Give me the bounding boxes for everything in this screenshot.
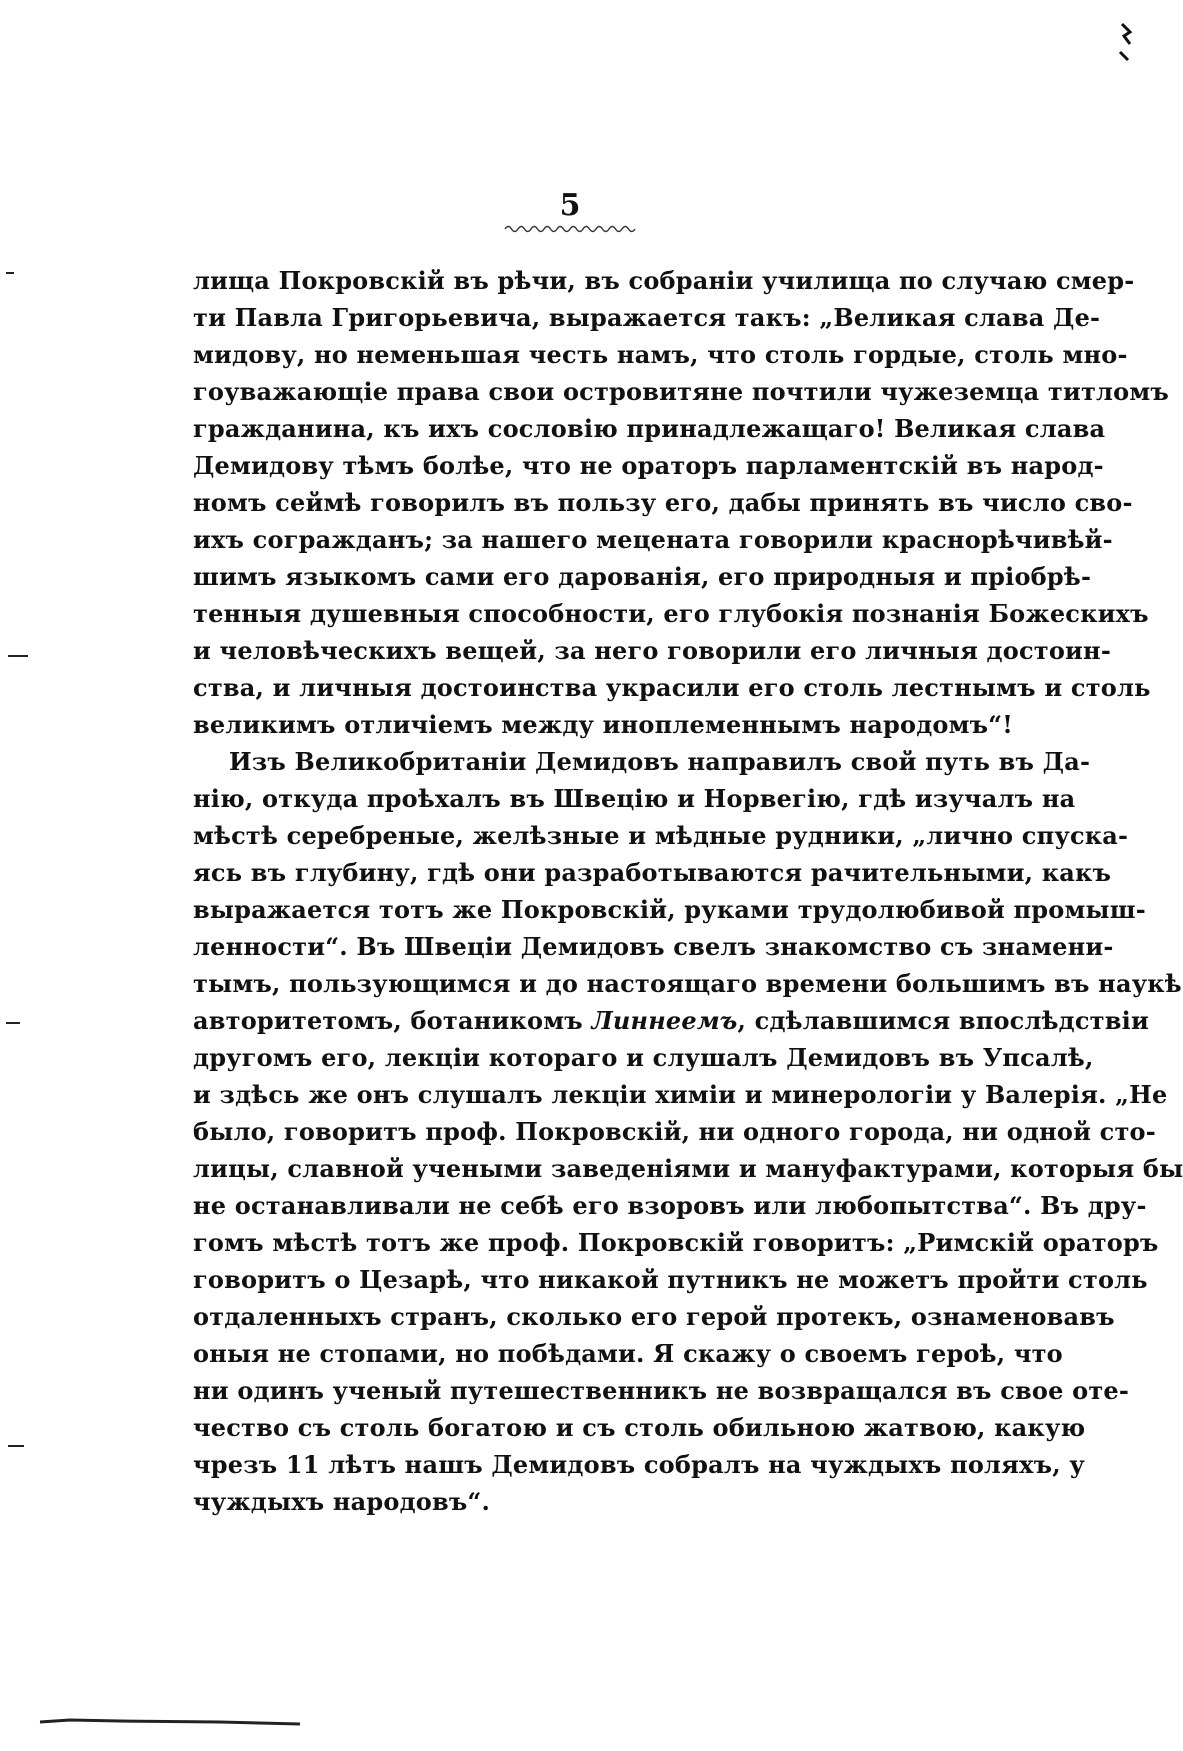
- text-line: и здѣсь же онъ слушалъ лекціи химіи и минерологіи у Валерія. „Не: [193, 1080, 1168, 1109]
- text-line: другомъ его, лекціи котораго и слушалъ Демидовъ въ Упсалѣ,: [193, 1043, 1094, 1072]
- text-segment: , сдѣлавшимся впослѣдствіи: [737, 1006, 1149, 1035]
- text-line: лища Покровскій въ рѣчи, въ собраніи училища по случаю смер-: [193, 266, 1135, 295]
- left-margin-mark: [8, 655, 28, 657]
- text-line: и человѣческихъ вещей, за него говорили его личныя достоин-: [193, 636, 1111, 665]
- text-line: мѣстѣ серебреные, желѣзные и мѣдные рудники, „лично спуска-: [193, 821, 1129, 850]
- text-line: говоритъ о Цезарѣ, что никакой путникъ не можетъ пройти столь: [193, 1265, 1148, 1294]
- text-line: ства, и личныя достоинства украсили его столь лестнымъ и столь: [193, 673, 1151, 702]
- body-text: [193, 262, 1183, 1520]
- left-margin-mark: [6, 1022, 20, 1024]
- bottom-scan-rule: [40, 1716, 300, 1726]
- text-line: ни одинъ ученый путешественникъ не возвращался въ свое оте-: [193, 1376, 1130, 1405]
- text-line: номъ сеймѣ говорилъ въ пользу его, дабы принять въ число сво-: [193, 488, 1133, 517]
- text-line: чрезъ 11 лѣтъ нашъ Демидовъ собралъ на чуждыхъ поляхъ, у: [193, 1450, 1085, 1479]
- text-line: мидову, но неменьшая честь намъ, что столь гордые, столь мно-: [193, 340, 1128, 369]
- left-margin-mark: [6, 272, 14, 274]
- text-line: Демидову тѣмъ болѣе, что не ораторъ парламентскій въ народ-: [193, 451, 1104, 480]
- page-number: 5: [559, 188, 581, 223]
- text-line: тенныя душевныя способности, его глубокія познанія Божескихъ: [193, 599, 1149, 628]
- text-line: ти Павла Григорьевича, выражается такъ: „Великая слава Де-: [193, 303, 1101, 332]
- text-line: выражается тотъ же Покровскій, руками трудолюбивой промыш-: [193, 895, 1146, 924]
- text-line: отдаленныхъ странъ, сколько его герой протекъ, ознаменовавъ: [193, 1302, 1115, 1331]
- text-line: лицы, славной учеными заведеніями и мануфактурами, которыя бы: [193, 1154, 1183, 1183]
- text-line: великимъ отличіемъ между иноплеменнымъ народомъ“!: [193, 710, 1014, 739]
- text-segment: авторитетомъ, ботаникомъ: [193, 1006, 583, 1035]
- left-margin-mark: [8, 1445, 24, 1447]
- corner-scan-mark: [1118, 22, 1134, 62]
- text-line: гражданина, къ ихъ сословію принадлежащаго! Великая слава: [193, 414, 1106, 443]
- text-line: ленности“. Въ Швеціи Демидовъ свелъ знакомство съ знамени-: [193, 932, 1114, 961]
- text-line: Изъ Великобританіи Демидовъ направилъ свой путь въ Да-: [229, 747, 1091, 776]
- text-line: чуждыхъ народовъ“.: [193, 1487, 491, 1516]
- text-line: нію, откуда проѣхалъ въ Швецію и Норвегію, гдѣ изучалъ на: [193, 784, 1076, 813]
- text-line: чество съ столь богатою и съ столь обильною жатвою, какую: [193, 1413, 1086, 1442]
- text-line: ясь въ глубину, гдѣ они разработываются рачительными, какъ: [193, 858, 1112, 887]
- text-line-with-italic: [193, 1002, 1149, 1039]
- text-line: шимъ языкомъ сами его дарованія, его природныя и пріобрѣ-: [193, 562, 1092, 591]
- text-line: ихъ согражданъ; за нашего мецената говорили краснорѣчивѣй-: [193, 525, 1113, 554]
- text-line: гомъ мѣстѣ тотъ же проф. Покровскій говоритъ: „Римскій ораторъ: [193, 1228, 1159, 1257]
- text-line: гоуважающіе права свои островитяне почтили чужеземца титломъ: [193, 377, 1170, 406]
- wavy-rule-divider: [505, 224, 635, 234]
- text-line: тымъ, пользующимся и до настоящаго времени большимъ въ наукѣ: [193, 969, 1182, 998]
- text-line: было, говоритъ проф. Покровскій, ни одного города, ни одной сто-: [193, 1117, 1156, 1146]
- text-line: оныя не стопами, но побѣдами. Я скажу о своемъ героѣ, что: [193, 1339, 1063, 1368]
- text-line: не останавливали не себѣ его взоровъ или любопытства“. Въ дру-: [193, 1191, 1147, 1220]
- italic-name-linnaeus: Линнеемъ: [591, 1006, 738, 1035]
